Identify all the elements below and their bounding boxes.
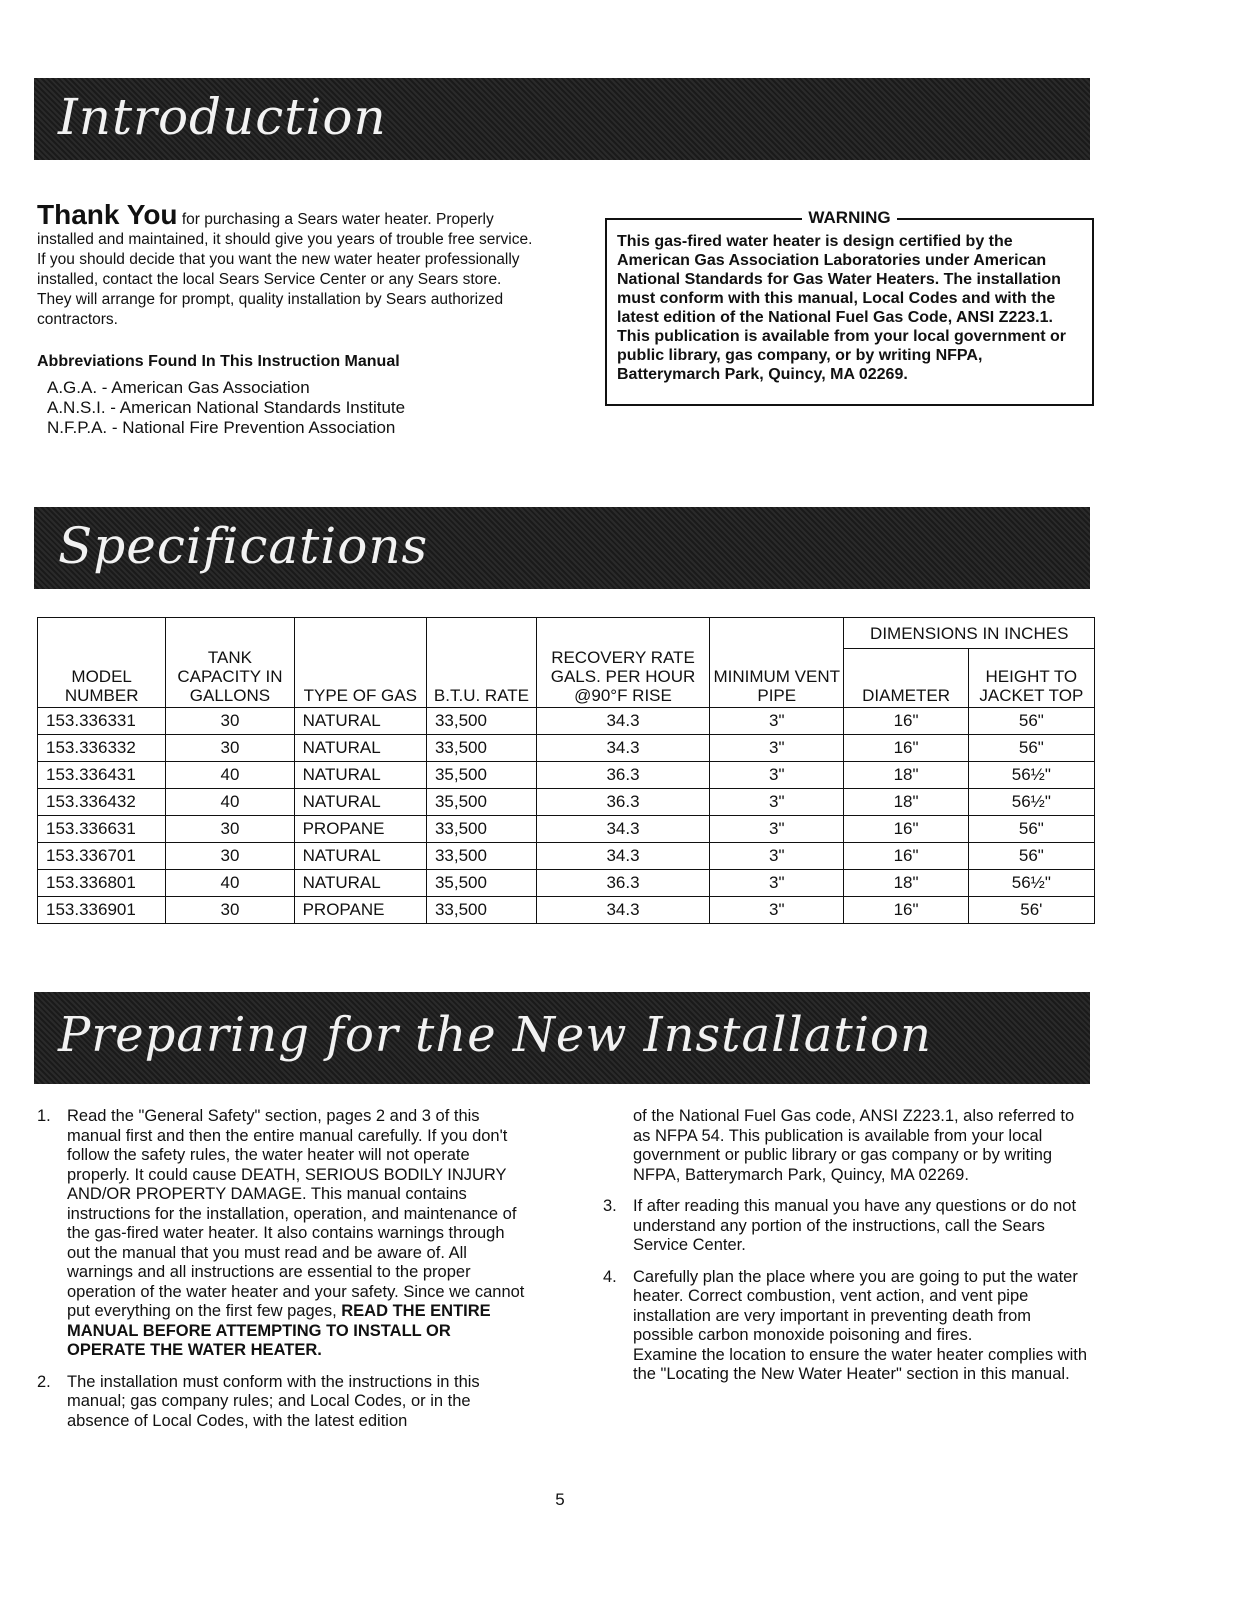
cell-vent: 3" <box>710 762 844 789</box>
header-btu: B.T.U. RATE <box>426 618 536 708</box>
preparing-left-column <box>37 1107 529 1443</box>
cell-model: 153.336701 <box>38 843 166 870</box>
cell-capacity: 40 <box>166 762 294 789</box>
list-item <box>603 1268 1093 1385</box>
cell-diameter: 16" <box>844 816 968 843</box>
cell-gas: PROPANE <box>294 816 426 843</box>
cell-vent: 3" <box>710 735 844 762</box>
cell-vent: 3" <box>710 897 844 924</box>
cell-model: 153.336801 <box>38 870 166 897</box>
table-row <box>38 789 1095 816</box>
cell-gas: NATURAL <box>294 762 426 789</box>
item-number: 2. <box>37 1372 51 1391</box>
item-text: If after reading this manual you have any questions or do not understand any portion of the instructions, call the Sears Service Center. <box>633 1197 1077 1254</box>
cell-model: 153.336631 <box>38 816 166 843</box>
list-item <box>37 1107 529 1361</box>
cell-diameter: 18" <box>844 870 968 897</box>
cell-height: 56" <box>968 816 1094 843</box>
cell-capacity: 30 <box>166 897 294 924</box>
item-text: The installation must conform with the instructions in this manual; gas company rules; and Local Codes, or in the absence of Local Codes, with the latest edition <box>67 1372 480 1430</box>
header-model: MODEL NUMBER <box>38 618 166 708</box>
cell-btu: 33,500 <box>426 708 536 735</box>
cell-diameter: 16" <box>844 897 968 924</box>
cell-btu: 35,500 <box>426 789 536 816</box>
cell-gas: PROPANE <box>294 897 426 924</box>
item-text: Carefully plan the place where you are going to put the water heater. Correct combustion, vent action, and vent pipe installation are very important in preventing death from possible carbon monoxide poisoning and fires. <box>633 1267 1078 1344</box>
warning-box <box>605 208 1094 406</box>
table-row <box>38 870 1095 897</box>
cell-model: 153.336431 <box>38 762 166 789</box>
header-height: HEIGHT TO JACKET TOP <box>968 649 1094 708</box>
item-text: of the National Fuel Gas code, ANSI Z223.1, also referred to as NFPA 54. This publication is available from your local government or public library or gas company or by writing NFPA, Batterymarch Park, Quincy, MA 02269. <box>633 1107 1075 1184</box>
abbreviation-item: A.N.S.I. - American National Standards Institute <box>47 398 406 417</box>
cell-btu: 35,500 <box>426 762 536 789</box>
cell-model: 153.336332 <box>38 735 166 762</box>
table-row <box>38 708 1095 735</box>
item-emphasis: READ THE ENTIRE MANUAL BEFORE ATTEMPTING TO INSTALL OR OPERATE THE WATER HEATER. <box>67 1302 491 1359</box>
warning-title: WARNING <box>802 208 896 227</box>
table-row <box>38 816 1095 843</box>
item-number: 3. <box>603 1197 617 1215</box>
cell-recovery: 36.3 <box>536 789 709 816</box>
cell-gas: NATURAL <box>294 708 426 735</box>
cell-diameter: 16" <box>844 708 968 735</box>
cell-capacity: 30 <box>166 816 294 843</box>
cell-capacity: 40 <box>166 789 294 816</box>
header-vent: MINIMUM VENT PIPE <box>710 618 844 708</box>
cell-recovery: 34.3 <box>536 843 709 870</box>
cell-diameter: 16" <box>844 735 968 762</box>
table-row <box>38 735 1095 762</box>
cell-height: 56½" <box>968 789 1094 816</box>
item-text-2: Examine the location to ensure the water heater complies with the "Locating the New Water Heater" section in this manual. <box>633 1345 1087 1383</box>
introduction-banner: Introduction <box>34 78 1090 160</box>
cell-btu: 33,500 <box>426 897 536 924</box>
table-row <box>38 843 1095 870</box>
cell-vent: 3" <box>710 843 844 870</box>
intro-paragraph <box>37 199 537 330</box>
cell-btu: 33,500 <box>426 735 536 762</box>
thank-you-heading: Thank You <box>37 199 178 230</box>
cell-diameter: 18" <box>844 789 968 816</box>
header-dimensions: DIMENSIONS IN INCHES <box>844 618 1095 649</box>
cell-height: 56" <box>968 843 1094 870</box>
warning-paragraph-1: This gas-fired water heater is design certified by the American Gas Association Laboratories under American National Standards for Gas Water Heaters. The installation must conform with this manual, Local Codes and with the latest edition of the National Fuel Gas Code, ANSI Z223.1. <box>617 233 1061 326</box>
cell-height: 56½" <box>968 870 1094 897</box>
header-capacity: TANK CAPACITY IN GALLONS <box>166 618 294 708</box>
cell-recovery: 36.3 <box>536 870 709 897</box>
cell-btu: 33,500 <box>426 843 536 870</box>
table-row <box>38 897 1095 924</box>
cell-height: 56" <box>968 735 1094 762</box>
cell-recovery: 34.3 <box>536 708 709 735</box>
abbreviation-item: A.G.A. - American Gas Association <box>47 378 310 397</box>
header-recovery: RECOVERY RATE GALS. PER HOUR @90°F RISE <box>536 618 709 708</box>
page-number: 5 <box>555 1490 565 1509</box>
header-diameter: DIAMETER <box>844 649 968 708</box>
cell-btu: 33,500 <box>426 816 536 843</box>
cell-btu: 35,500 <box>426 870 536 897</box>
cell-model: 153.336901 <box>38 897 166 924</box>
header-gas: TYPE OF GAS <box>294 618 426 708</box>
abbreviations-list <box>37 378 537 438</box>
cell-vent: 3" <box>710 870 844 897</box>
item-number: 4. <box>603 1267 617 1286</box>
list-item <box>37 1373 529 1432</box>
preparing-banner: Preparing for the New Installation <box>34 992 1090 1084</box>
specifications-banner: Specifications <box>34 507 1090 589</box>
cell-height: 56' <box>968 897 1094 924</box>
cell-vent: 3" <box>710 816 844 843</box>
cell-recovery: 34.3 <box>536 816 709 843</box>
cell-gas: NATURAL <box>294 870 426 897</box>
cell-height: 56½" <box>968 762 1094 789</box>
cell-diameter: 16" <box>844 843 968 870</box>
cell-model: 153.336432 <box>38 789 166 816</box>
cell-height: 56" <box>968 708 1094 735</box>
cell-gas: NATURAL <box>294 843 426 870</box>
cell-gas: NATURAL <box>294 789 426 816</box>
cell-diameter: 18" <box>844 762 968 789</box>
cell-recovery: 34.3 <box>536 735 709 762</box>
cell-capacity: 30 <box>166 708 294 735</box>
cell-capacity: 40 <box>166 870 294 897</box>
table-row <box>38 762 1095 789</box>
cell-model: 153.336331 <box>38 708 166 735</box>
intro-text: for purchasing a Sears water heater. Properly installed and maintained, it should give you years of trouble free service. If you should decide that you want the new water heater professionally installed, contact the local Sears Service Center or any Sears store. They will arrange for prompt, quality installation by Sears authorized contractors. <box>37 211 533 328</box>
intro-section <box>37 199 537 438</box>
cell-vent: 3" <box>710 789 844 816</box>
list-item <box>603 1197 1093 1256</box>
preparing-right-column <box>603 1107 1093 1397</box>
item-text: Read the "General Safety" section, pages 2 and 3 of this manual first and then the entire manual carefully. If you don't follow the safety rules, the water heater will not operate properly. It could cause DEATH, SERIOUS BODILY INJURY AND/OR PROPERTY DAMAGE. This manual contains instructions for the installation, operation, and maintenance of the gas-fired water heater. It also contains warnings through out the manual that you must read and be aware of. All warnings and all instructions are essential to the proper operation of the water heater and your safety. Since we cannot put everything on the first few pages, <box>67 1107 525 1320</box>
cell-recovery: 34.3 <box>536 897 709 924</box>
specifications-table <box>37 617 1095 924</box>
item-number: 1. <box>37 1107 51 1125</box>
abbreviations-title: Abbreviations Found In This Instruction Manual <box>37 353 400 370</box>
cell-capacity: 30 <box>166 735 294 762</box>
cell-vent: 3" <box>710 708 844 735</box>
abbreviation-item: N.F.P.A. - National Fire Prevention Association <box>47 418 396 437</box>
warning-paragraph-2: This publication is available from your local government or public library, gas company, or by writing NFPA, Batterymarch Park, Quincy, MA 02269. <box>617 328 1066 383</box>
list-item-continued <box>603 1107 1093 1185</box>
cell-capacity: 30 <box>166 843 294 870</box>
cell-recovery: 36.3 <box>536 762 709 789</box>
cell-gas: NATURAL <box>294 735 426 762</box>
